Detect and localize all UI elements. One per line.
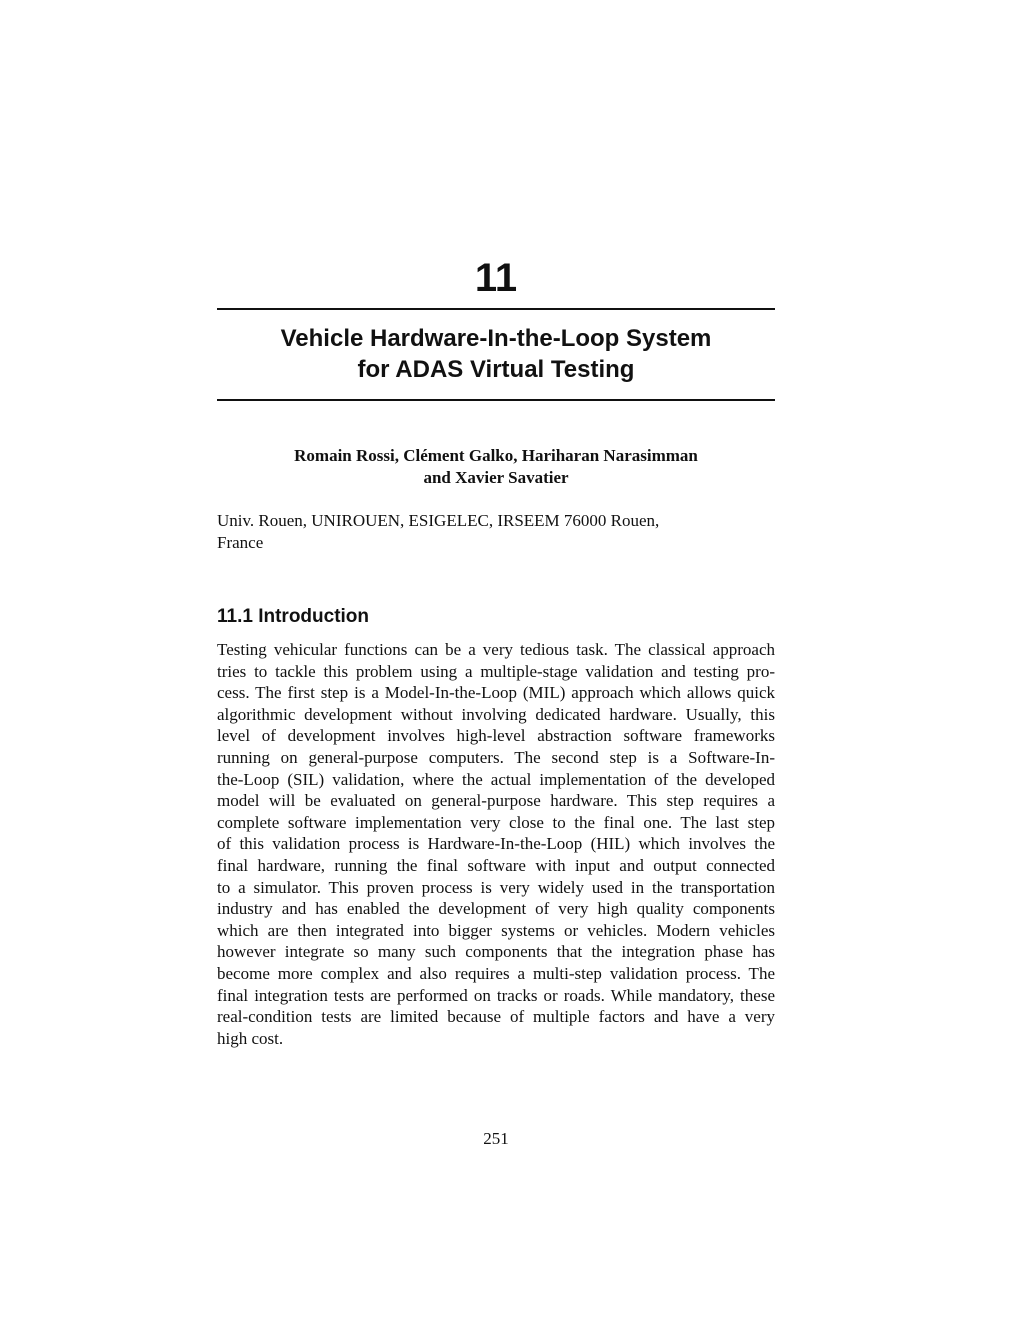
- author-line: Romain Rossi, Clément Galko, Hariharan Narasimman: [294, 446, 698, 465]
- paragraph-line: real-condition tests are limited because of multiple factors and have a very: [217, 1007, 775, 1027]
- paragraph-line: model will be evaluated on general-purpose hardware. This step requires a: [217, 791, 775, 811]
- paragraph-line: industry and has enabled the development of very high quality components: [217, 899, 775, 919]
- title-rule-top: [217, 308, 775, 310]
- paragraph-line: algorithmic development without involving dedicated hardware. Usually, this: [217, 704, 775, 724]
- title-rule-bottom: [217, 399, 775, 401]
- affiliation-line: Univ. Rouen, UNIROUEN, ESIGELEC, IRSEEM 76000 Rouen,: [217, 511, 660, 530]
- affiliation-line: France: [217, 533, 264, 552]
- paragraph-line: cess. The first step is a Model-In-the-Loop (MIL) approach which allows quick: [217, 683, 775, 703]
- book-page: [217, 0, 775, 1320]
- chapter-title-line: Vehicle Hardware-In-the-Loop System: [280, 325, 712, 352]
- paragraph-line: of this validation process is Hardware-In-the-Loop (HIL) which involves the: [217, 834, 775, 854]
- paragraph-line: the-Loop (SIL) validation, where the actual implementation of the developed: [217, 769, 775, 789]
- paragraph-line: tries to tackle this problem using a multiple-stage validation and testing pro-: [217, 661, 775, 681]
- section-heading: 11.1 Introduction: [217, 606, 370, 627]
- page-number: 251: [483, 1129, 509, 1148]
- affiliation: [217, 510, 775, 554]
- author-list: [217, 445, 775, 489]
- chapter-title: [217, 323, 775, 385]
- paragraph-line: level of development involves high-level abstraction software frameworks: [217, 726, 775, 746]
- paragraph-line: which are then integrated into bigger systems or vehicles. Modern vehicles: [217, 920, 775, 940]
- introduction-paragraph: [217, 639, 775, 1049]
- chapter-title-line: for ADAS Virtual Testing: [357, 356, 635, 383]
- paragraph-line: final integration tests are performed on tracks or roads. While mandatory, these: [217, 985, 775, 1005]
- author-line: and Xavier Savatier: [423, 468, 569, 487]
- paragraph-line: become more complex and also requires a multi-step validation process. The: [217, 963, 775, 983]
- paragraph-line: final hardware, running the final software with input and output connected: [217, 855, 775, 875]
- chapter-number: 11: [474, 256, 518, 300]
- paragraph-line: however integrate so many such components that the integration phase has: [217, 942, 775, 962]
- paragraph-line: running on general-purpose computers. The second step is a Software-In-: [217, 747, 775, 767]
- paragraph-line: to a simulator. This proven process is very widely used in the transportation: [217, 877, 775, 897]
- paragraph-line: Testing vehicular functions can be a very tedious task. The classical approach: [217, 640, 775, 659]
- paragraph-line: high cost.: [217, 1028, 284, 1048]
- paragraph-line: complete software implementation very close to the final one. The last step: [217, 812, 775, 832]
